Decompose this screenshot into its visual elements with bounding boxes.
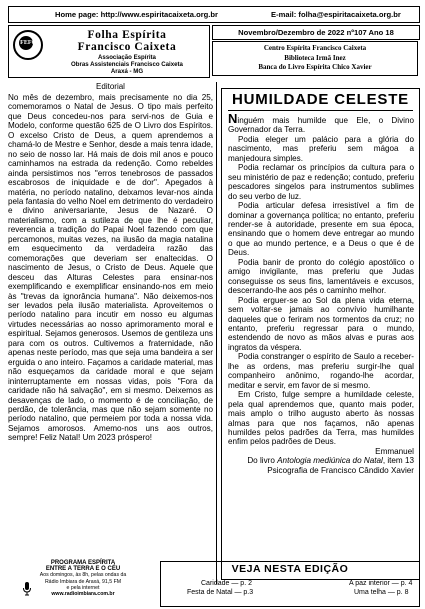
bookstall-name: Banca do Livro Espírita Chico Xavier <box>258 63 372 71</box>
article-paragraph: Podia eleger um palácio para a glória do nascimento, mas preferiu sem mágoa a manjedoura simples. <box>228 134 414 163</box>
article-body <box>228 111 414 475</box>
newspaper-title <box>47 29 207 53</box>
article-paragraph: Podia constranger o espírito de Saulo a receber-lhe as ordens, mas preferiu surgir-lhe qual companheiro anônimo, rogando-lhe acordar, meditar e servir, em favor de si mesmo. <box>228 352 414 390</box>
home-page-link[interactable]: Home page: http://www.espiritacaixeta.org.br <box>55 10 219 19</box>
article-paragraph: Em Cristo, fulge sempre a humildade celeste, pela qual aprendemos que, quanto mais poder, mais amplo o trilho augusto aberto às nossas almas para que nos façamos, não apenas humildes pelos padrões da Terra, mas humildes enfim pelos padrões de Deus. <box>228 390 414 447</box>
center-name: Centro Espírita Francisco Caixeta <box>263 44 367 52</box>
radio-line-4: Rádio Imbiara de Araxá, 91,5 FM <box>44 578 122 585</box>
logo-text: FEFC <box>20 40 36 46</box>
article-paragraph: Podia banir de pronto do colégio apostólico o amigo invigilante, mas preferiu que Judas conseguisse os seus fins, lamentáveis e excusos, descerrando-lhe aos pés o caminho melhor. <box>228 257 414 296</box>
contents-item[interactable]: Festa de Natal — p.3 <box>187 589 254 596</box>
library-name: Biblioteca Irmã Inez <box>284 53 346 62</box>
email-link[interactable]: E-mail: folha@espiritacaixeta.org.br <box>271 10 401 19</box>
obras-label: Obras Assistenciais Francisco Caixeta <box>71 61 183 68</box>
article-paragraph: Podia articular defesa irresistível a fim de dominar a governança política; no entanto, preferiu render-se à autoridade, presente em sua época, ensinando que o homem deve entregar ao mundo o que ao mundo pertence, e a Deus o que é de Deus. <box>228 201 414 258</box>
article-paragraph: Podia reclamar os princípios da cultura para o seu ministério de paz e redenção; contudo, preferiu pescadores singelos para instrumentos sublimes do seu verbo de luz. <box>228 163 414 201</box>
contents-item[interactable]: Uma telha — p. 8 <box>354 589 409 596</box>
title-divider <box>228 110 413 111</box>
contents-title: VEJA NESTA EDIÇÃO <box>231 563 349 575</box>
issue-info: Novembro/Dezembro de 2022 nº107 Ano 18 <box>212 25 420 40</box>
article-source: Do livro Antologia mediúnica do Natal, item 13 <box>247 456 414 466</box>
article-title: HUMILDADE CELESTE <box>232 91 409 108</box>
title-line-1: Folha Espírita <box>87 29 167 41</box>
assoc-label: Associação Espírita <box>98 54 156 61</box>
radio-line-1: PROGRAMA ESPÍRITA <box>50 560 116 566</box>
humildade-article <box>221 88 420 580</box>
header-bar <box>8 6 420 23</box>
masthead-subtitle <box>47 54 207 75</box>
editorial-paragraph: No mês de dezembro, mais precisamente no dia 25, comemoramos o Natal de Jesus. O tipo mais perfeito que Deus concedeu-nos para servi-nos de Guia e Modelo, conforme questão 625 de O Livro dos Espíritos. O excelso Cristo de Deus, a quem aprendemos a chamá-lo de Mestre e Senhor, desde a mais tenra idade, no seio de nosso lar. Há mais de dois mil anos e pouco caminhamos na estrada da redenção. Como rebeldes ainda persistimos nos "erros tenebrosos de passados escabrosos de iniquidade e de dor". Apegados à matéria, no período natalino, deixamos levar-nos ainda pela fantasia do velho Noel em detrimento do verdadeiro e divino aniversariante, Jesus de Nazaré. O materialismo, com a sutileza de que lhe é peculiar, reverencia a tradição do Papai Noel fazendo com que percamonos, muitas vezes, na ilusão da magia natalina em esquecimento da verdadeira razão das comemorações que deveriam ser enaltecidas. O nascimento de Jesus, o Cristo de Deus. Aquele que desceu das Alturas Celestes para ensinar-nos exemplificando e exemplificar ensinando-nos em meio às "trevas da ignorância humana". Não deixemos-nos ser levados pela ilusão materialista. Aproveitemos o período natalino para incutir em nosso eu algumas virtudes necessárias ao nosso aprimoramento moral e espiritual. Sejamos generosos. Usemos de gentileza uns para com os outros. Cultivemos a fraternidade, não apenas neste período, mas que seja uma bandeira a ser erguida o ano inteiro. Façamos a caridade material, mas não esqueçamos da caridade moral e que sejam ininterruptamente em nossas vidas, pois "Fora da caridade não há salvação", em si mesmo. Deixemos as desavenças de lado, o momento é de conciliação, de perdão, de tolerância, mas que não sejam somente no período natalino, que permeiem por toda a nossa vida. Sejamos amorosos. Amemo-nos uns aos outros, sempre! Feliz Natal! Um 2023 próspero! <box>8 93 213 443</box>
contents-box <box>160 561 420 607</box>
article-paragraph: Podia erguer-se ao Sol da plena vida eterna, sem voltar-se jamais ao convívio humilhante daqueles que o feriram nos tormentos da cruz; no entanto, preferiu regressar para o mundo, estendendo de novo as mãos alvas e puras aos ingratos da véspera. <box>228 295 414 352</box>
drop-letter: N <box>228 111 238 126</box>
article-psychography: Psicografia de Francisco Cândido Xavier <box>267 465 414 475</box>
contents-item[interactable]: Caridade — p. 2 <box>201 580 252 587</box>
microphone-icon <box>22 582 32 596</box>
city-label: Araxá - MG <box>110 68 144 75</box>
centers-box <box>212 41 418 76</box>
radio-line-3: Aos domingos, às 8h, pelas ondas da <box>39 572 127 579</box>
radio-line-5: e pela internet <box>66 584 100 591</box>
article-author: Emmanuel <box>375 446 414 456</box>
radio-url[interactable]: www.radioimbiara.com.br <box>51 591 115 598</box>
masthead <box>8 25 210 78</box>
column-divider <box>216 82 217 584</box>
editorial-label: Editorial <box>96 82 125 91</box>
article-paragraph: Ninguém mais humilde que Ele, o Divino Governador da Terra. <box>228 111 414 135</box>
radio-line-2: ENTRE A TERRA E O CÉU <box>45 566 121 573</box>
editorial-text <box>8 93 213 443</box>
contents-item[interactable]: A paz interior — p. 4 <box>349 580 413 587</box>
logo <box>13 30 43 60</box>
title-line-2: Francisco Caixeta <box>77 41 177 53</box>
